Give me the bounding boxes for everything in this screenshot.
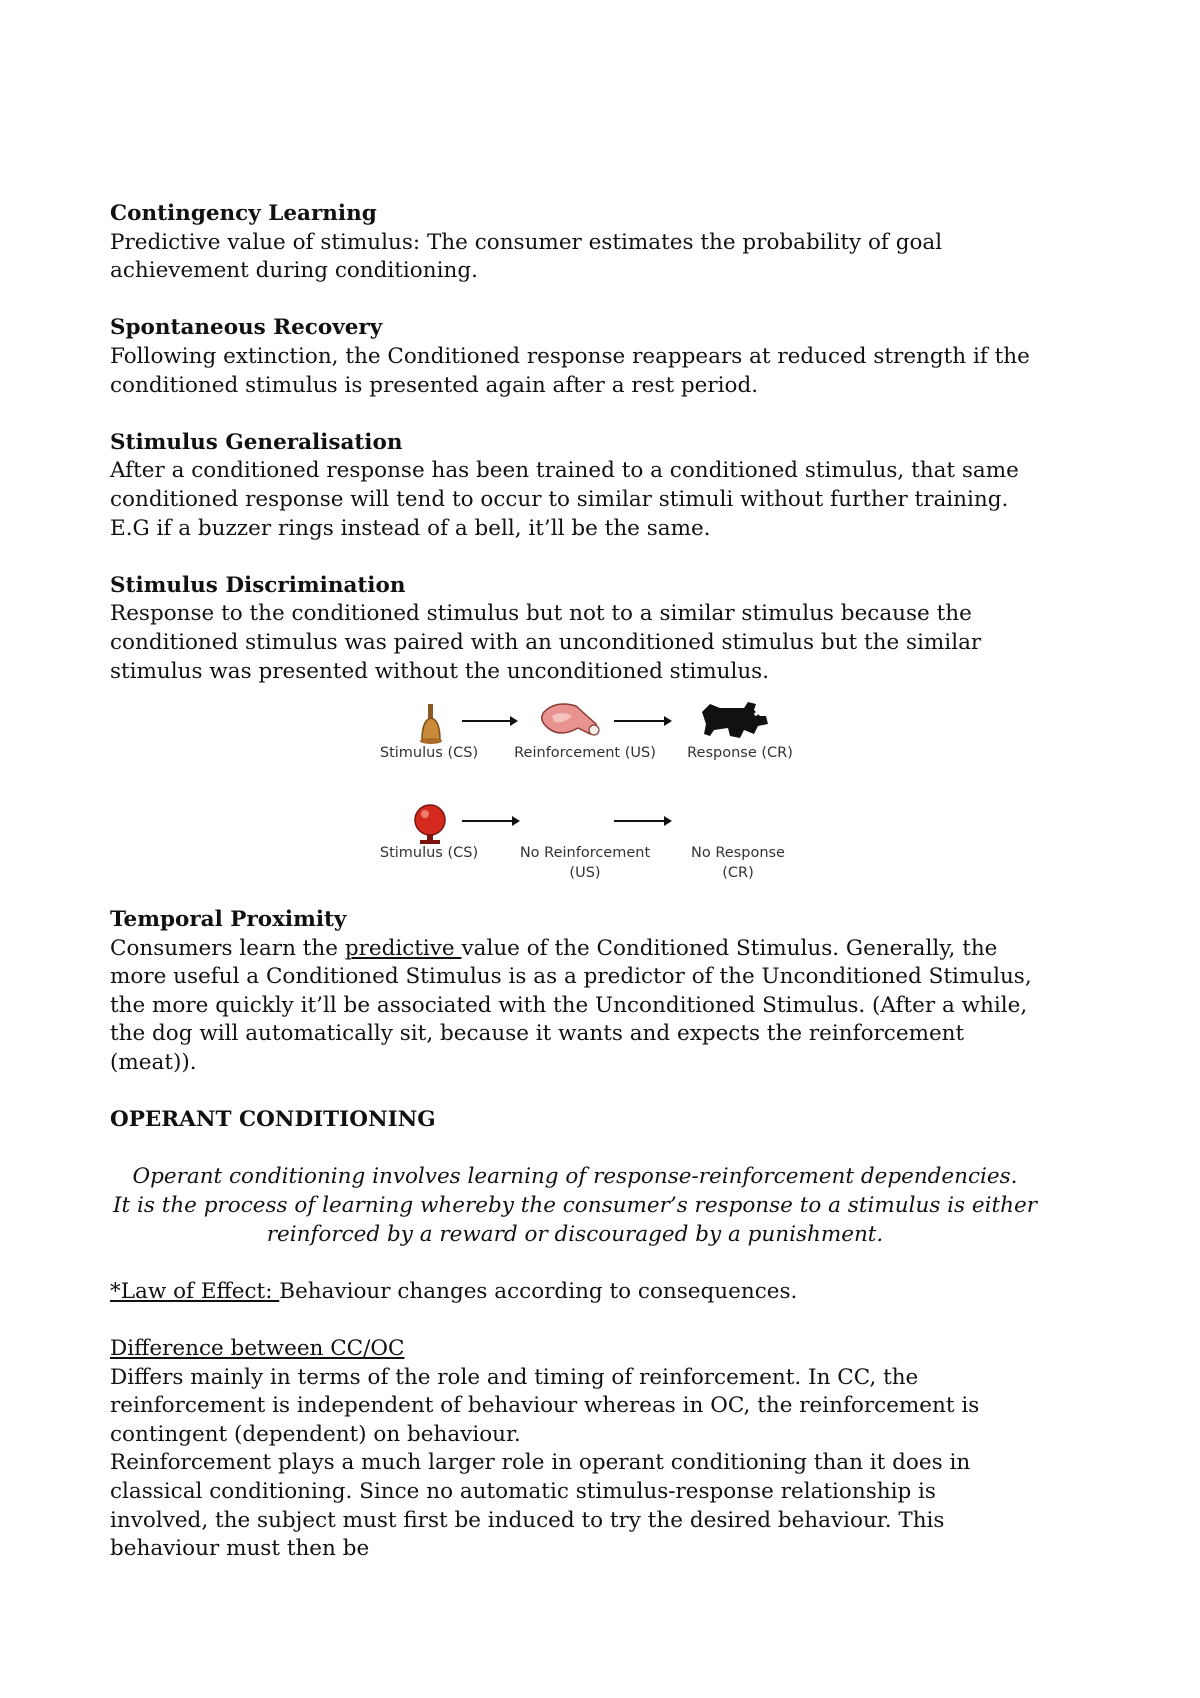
paragraph-contingency-learning: Predictive value of stimulus: The consumer estimates the probability of goal achievement during conditioning. <box>110 229 943 284</box>
row1-stimulus-label: Stimulus (CS) <box>379 745 479 762</box>
paragraph-temporal-proximity <box>110 935 1040 1078</box>
law-of-effect <box>110 1278 1040 1307</box>
paragraph-difference-2: Reinforcement plays a much larger role in operant conditioning than it does in classical conditioning. Since no automatic stimulus-response relationship is involved, the subject must first be induced to try the desired behaviour. This behaviour must then be <box>110 1450 971 1562</box>
row1-response-label: Response (CR) <box>687 745 793 762</box>
heading-spontaneous-recovery: Spontaneous Recovery <box>110 315 383 341</box>
row2-no-reinforcement-label: No Reinforcement <box>519 845 651 862</box>
heading-difference-cc-oc: Difference between CC/OC <box>110 1336 405 1361</box>
arrow-icon <box>462 720 516 722</box>
paragraph-stimulus-discrimination: Response to the conditioned stimulus but not to a similar stimulus because the conditioned stimulus was paired with an unconditioned stimulus but the similar stimulus was presented without the unconditioned stimulus. <box>110 601 982 684</box>
heading-operant-conditioning: OPERANT CONDITIONING <box>110 1107 436 1133</box>
law-of-effect-label: *Law of Effect: <box>110 1278 280 1304</box>
row2-no-reinforcement-sublabel: (US) <box>569 865 601 882</box>
conditioning-diagram <box>110 694 1040 906</box>
heading-stimulus-generalisation: Stimulus Generalisation <box>110 429 403 455</box>
heading-stimulus-discrimination: Stimulus Discrimination <box>110 572 406 598</box>
row2-no-response-sublabel: (CR) <box>722 865 754 882</box>
meat-icon <box>538 698 604 742</box>
temporal-text-start: Consumers learn the <box>110 935 345 961</box>
operant-definition-line1: Operant conditioning involves learning of response-reinforcement dependencies. <box>132 1164 1018 1190</box>
document-page <box>110 200 1040 1564</box>
heading-contingency-learning: Contingency Learning <box>110 201 377 226</box>
arrow-icon <box>614 720 670 722</box>
red-bell-icon <box>410 798 450 846</box>
law-of-effect-text: Behaviour changes according to consequences. <box>279 1278 798 1304</box>
row1-reinforcement-label: Reinforcement (US) <box>514 745 656 762</box>
row2-no-response-label: No Response <box>691 845 785 862</box>
operant-definition-line3: reinforced by a reward or discouraged by a punishment. <box>266 1221 884 1247</box>
paragraph-difference-1: Differs mainly in terms of the role and timing of reinforcement. In CC, the reinforcement is independent of behaviour whereas in OC, the reinforcement is contingent (dependent) on behaviour. <box>110 1364 980 1447</box>
operant-definition-line2: It is the process of learning whereby the consumer’s response to a stimulus is either <box>112 1193 1038 1219</box>
arrow-icon <box>614 820 670 822</box>
arrow-icon <box>462 820 518 822</box>
bell-icon <box>416 702 446 746</box>
paragraph-spontaneous-recovery: Following extinction, the Conditioned response reappears at reduced strength if the conditioned stimulus is presented again after a rest period. <box>110 343 1030 398</box>
dog-icon <box>700 700 770 740</box>
temporal-underlined-word: predictive <box>344 935 462 961</box>
heading-temporal-proximity: Temporal Proximity <box>110 907 347 933</box>
temporal-text-end: value of the Conditioned Stimulus. Generally, the more useful a Conditioned Stimulus is as a predictor of the Unconditioned Stimulus, the more quickly it’ll be associated with the Unconditioned Stimulus. (After a while, the dog will automatically sit, because it wants and expects the reinforcement (meat)). <box>110 935 1032 1076</box>
paragraph-stimulus-generalisation: After a conditioned response has been trained to a conditioned stimulus, that same conditioned response will tend to occur to similar stimuli without further training. E.G if a buzzer rings instead of a bell, it’ll be the same. <box>110 458 1019 541</box>
row2-stimulus-label: Stimulus (CS) <box>379 845 479 862</box>
